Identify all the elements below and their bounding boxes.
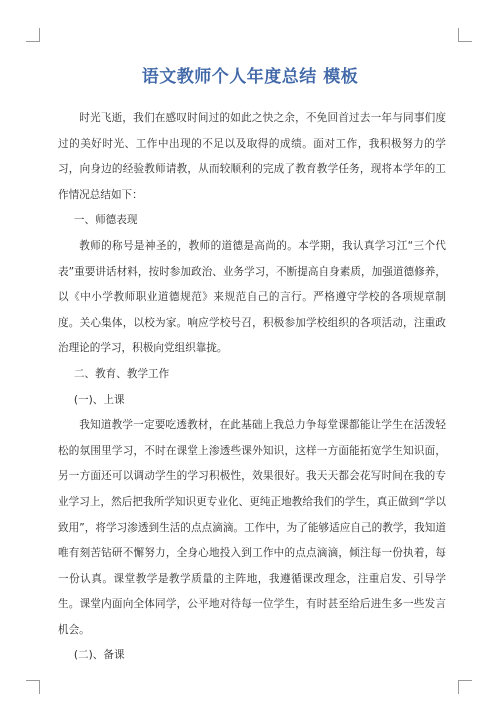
section-heading-ethics: 一、师德表现 <box>73 214 138 227</box>
document-title: 语文教师个人年度总结 模板 <box>141 67 359 87</box>
section-heading-teaching: 二、教育、教学工作 <box>73 367 170 380</box>
intro-paragraph: 时光飞逝，我们在感叹时间过的如此之快之余，不免回首过去一年与同事们度过的美好时光、工作中出现的不足以及取得的成绩。面对工作，我积极努力的学习，向身边的经验教师请教，从而较顺利的完成了教育教学任务，现将本学年的工作情况总结如下： <box>58 112 446 201</box>
class-paragraph: 我知道教学一定要吃透教材，在此基础上我总力争每堂课都能让学生在活泼轻松的氛围里学习，不时在课堂上渗透些课外知识，这样一方面能拓宽学生知识面，另一方面还可以调动学生的学习积极性，效果很好。我天天都会花写时间在我的专业学习上，然后把我所学知识更专业化、更纯正地教给我们的学生，真正做到“学以致用”，将学习渗透到生活的点点滴滴。工作中，为了能够适应自己的教学，我知道唯有刻苦钻研不懈努力，全身心地投入到工作中的点点滴滴，倾注每一份执着，每一份认真。课堂教学是教学质量的主阵地，我遵循课改理念，注重启发、引导学生。课堂内面向全体同学，公平地对待每一位学生，有时甚至给后进生多一些发言机会。 <box>58 419 446 636</box>
subsection-heading-prep: (二)、备课 <box>73 649 125 662</box>
subsection-heading-class: (一)、上课 <box>73 393 125 406</box>
ethics-paragraph: 教师的称号是神圣的，教师的道德是高尚的。本学期，我认真学习江“三个代表”重要讲话材料，按时参加政治、业务学习，不断提高自身素质，加强道德修养，以《中小学教师职业道德规范》来规范自己的言行。严格遵守学校的各项规章制度。关心集体，以校为家。响应学校号召，积极参加学校组织的各项活动，注重政治理论的学习，积极向党组织靠拢。 <box>58 239 446 355</box>
document-body <box>58 106 446 669</box>
